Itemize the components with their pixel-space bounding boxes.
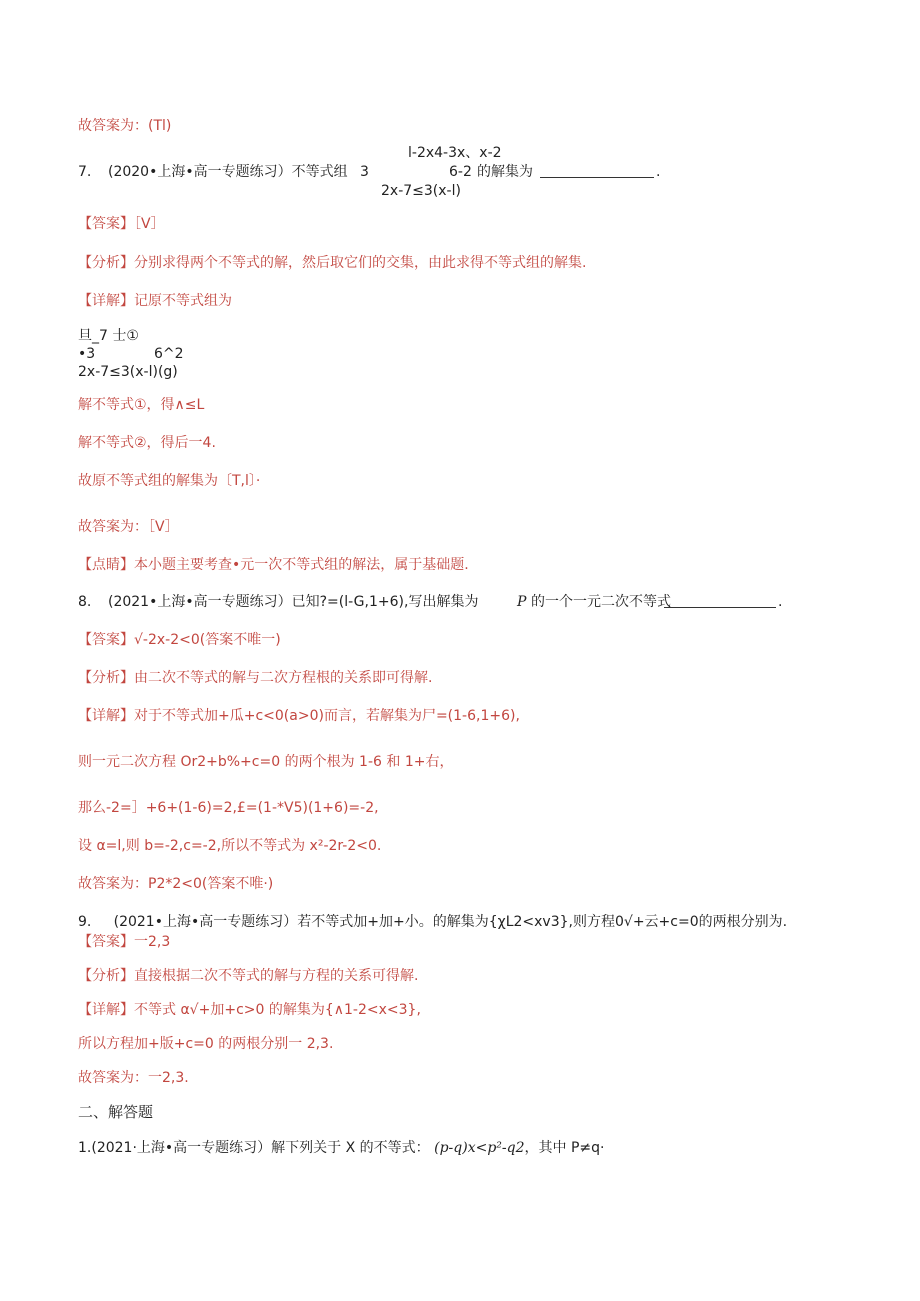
q8-detail-line <box>78 707 520 725</box>
q8-answer: √-2x-2<0 <box>134 632 200 648</box>
q9-analysis: 直接根据二次不等式的解与方程的关系可得解. <box>134 968 419 984</box>
q8-line4-f: x²-2r-2<0. <box>309 838 382 854</box>
prev-answer: 故答案为：(Tl) <box>78 118 172 134</box>
q8-line4-b: α=l, <box>96 838 126 854</box>
section-q1-ineq: (p-q)x<p²-q2 <box>434 1140 525 1156</box>
answer-tag: 【答案】 <box>78 632 134 648</box>
q7-step2: 解不等式②，得后一4. <box>78 435 216 451</box>
q9-line2-a: 所以方程加+版+c=0 <box>78 1036 214 1052</box>
section-q1-c: ，其中 <box>524 1140 567 1156</box>
q7-system-line2b: 6^2 <box>154 346 184 362</box>
q8-line2-b: Or2+b%+c=0 <box>180 754 281 770</box>
q7-final: 故答案为：［V］ <box>78 519 179 535</box>
analysis-tag: 【分析】 <box>78 255 134 271</box>
q8-line2 <box>78 753 453 771</box>
q9-detail-line <box>78 1001 421 1019</box>
q8-analysis: 由二次不等式的解与二次方程根的关系即可得解. <box>134 670 433 686</box>
q8-source: (2021•上海•高一专题练习）已知?=(l-G,1+6),写出解集为 <box>108 594 479 610</box>
q8-line2-c: 的两个根为 <box>284 754 355 770</box>
q8-line2-e: 和 <box>386 754 401 770</box>
q7-system-line1: 旦_7 士① <box>78 328 139 344</box>
q8-answer-blank <box>664 593 776 608</box>
q7-end: . <box>656 164 661 180</box>
q7-answer-line <box>78 215 165 233</box>
answer-tag: 【答案】 <box>78 934 134 950</box>
q9-final: 故答案为：一2,3. <box>78 1070 189 1086</box>
section-q1-b: 的不等式： <box>359 1140 430 1156</box>
q9-line2 <box>78 1035 333 1053</box>
q8-detail-d: =(1-6,1+6), <box>435 708 520 724</box>
q8-detail-c: 而言，若解集为尸 <box>323 708 436 724</box>
detail-tag: 【详解】 <box>78 708 134 724</box>
answer-tag: 【答案】 <box>78 216 134 232</box>
detail-tag: 【详解】 <box>78 293 134 309</box>
q8-suffix: 的一个一元二次不等式 <box>531 594 671 610</box>
q7-source: (2020•上海•高一专题练习）不等式组 <box>108 164 348 180</box>
q9-line2-c: 2,3. <box>306 1036 334 1052</box>
q8-line4-c: 则 <box>125 838 140 854</box>
q8-analysis-line <box>78 669 432 687</box>
q9-source: (2021•上海•高一专题练习）若不等式加+加+小。的解集为 <box>113 914 489 930</box>
q8-line2-f: 1+右， <box>404 754 454 770</box>
q8-line2-d: 1-6 <box>359 754 382 770</box>
q8-detail-a: 对于不等式加+瓜 <box>134 708 244 724</box>
q9-detail-b: α√+加+c>0 <box>180 1002 265 1018</box>
q8-line4-d: b=-2,c=-2, <box>144 838 222 854</box>
q9-suffix: ,则方程 <box>568 914 615 930</box>
q9-answer-line <box>78 933 170 951</box>
q8-final: 故答案为：P2*2<0(答案不唯·) <box>78 876 274 892</box>
q7-comment-line <box>78 556 469 574</box>
q9-line <box>78 913 787 931</box>
q7-system-line2a: •3 <box>78 346 96 362</box>
q7-system-mid: 6-2 <box>449 164 472 180</box>
detail-tag: 【详解】 <box>78 1002 134 1018</box>
q8-line4-e: 所以不等式为 <box>221 838 306 854</box>
q7-step1: 解不等式①，得∧≤L <box>78 397 205 413</box>
q9-analysis-line <box>78 967 418 985</box>
q8-detail-b: +c<0(a>0) <box>243 708 324 724</box>
section-q1-x: X <box>345 1140 356 1156</box>
q7-detail: 记原不等式组为 <box>134 293 232 309</box>
section-title: 二、解答题 <box>78 1103 154 1121</box>
q9-suffix2: 的两根分别为. <box>698 914 788 930</box>
q8-end: . <box>778 594 783 610</box>
q9-detail-c: 的解集为 <box>268 1002 325 1018</box>
q7-system-line3: 2x-7≤3(x-l)(g) <box>78 364 178 380</box>
analysis-tag: 【分析】 <box>78 670 134 686</box>
section-q1 <box>78 1139 604 1157</box>
q8-line3: 那么-2=］+6+(1-6)=2,£=(1-*V5)(1+6)=-2, <box>78 800 379 816</box>
q9-number: 9. <box>78 914 92 930</box>
section-q1-a: 1.(2021·上海•高一专题练习）解下列关于 <box>78 1140 342 1156</box>
q7-system-bottom: 2x-7≤3(x-l) <box>381 183 461 199</box>
q8-line4 <box>78 837 381 855</box>
analysis-tag: 【分析】 <box>78 968 134 984</box>
q7-answer: ［V］ <box>134 216 165 232</box>
q9-eq: 0√+云+c=0 <box>614 914 699 930</box>
q7-comment: 本小题主要考查•元一次不等式组的解法，属于基础题. <box>134 557 469 573</box>
q9-answer: 一2,3 <box>134 934 171 950</box>
q9-detail-d: {∧1-2<x<3}, <box>324 1002 421 1018</box>
q8-answer-note: (答案不唯一) <box>199 632 281 648</box>
q7-analysis-line <box>78 254 586 272</box>
comment-tag: 【点睛】 <box>78 557 134 573</box>
section-q1-d: P≠q· <box>570 1140 605 1156</box>
q8-line4-a: 设 <box>78 838 92 854</box>
q8-number: 8. <box>78 594 92 610</box>
q7-analysis: 分别求得两个不等式的解，然后取它们的交集，由此求得不等式组的解集. <box>134 255 587 271</box>
q8-line2-a: 则一元二次方程 <box>78 754 176 770</box>
q9-line2-b: 的两根分别一 <box>218 1036 303 1052</box>
q7-detail-line <box>78 292 232 310</box>
q7-three: 3 <box>360 164 369 180</box>
q9-set: {χL2<xv3} <box>488 914 569 930</box>
q7-number: 7. <box>78 164 92 180</box>
q7-answer-blank <box>540 163 654 178</box>
q7-suffix: 的解集为 <box>477 164 533 180</box>
q7-system-top: l-2x4-3x、x-2 <box>408 145 502 161</box>
q8-answer-line <box>78 631 281 649</box>
q7-step3: 故原不等式组的解集为〔T,l〕· <box>78 473 261 489</box>
q8-set-p: P <box>517 594 527 610</box>
q9-detail-a: 不等式 <box>134 1002 176 1018</box>
